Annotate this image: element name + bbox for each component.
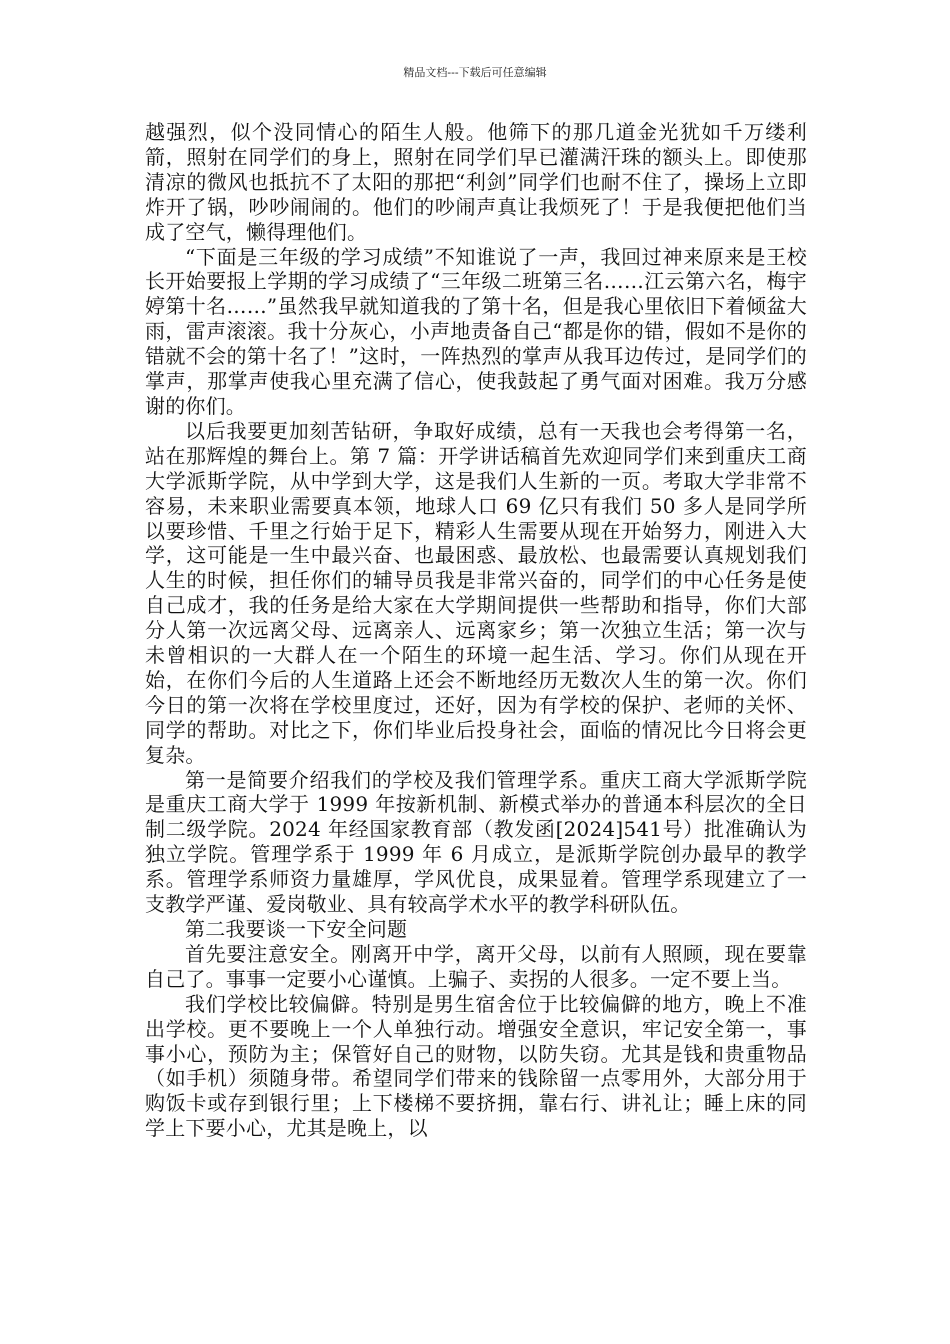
paragraph: “下面是三年级的学习成绩”不知谁说了一声，我回过神来原来是王校长开始要报上学期的学习成绩了“三年级二班第三名……江云第六名，梅宇婷第十名……”虽然我早就知道我的了第十名，但是我心里依旧下着倾盆大雨，雷声滚滚。我十分灰心，小声地责备自己“都是你的错，假如不是你的错就不会的第十名了！”这时，一阵热烈的掌声从我耳边传过，是同学们的掌声，那掌声使我心里充满了信心，使我鼓起了勇气面对困难。我万分感谢的你们。 [145, 244, 807, 418]
paragraph: 首先要注意安全。刚离开中学，离开父母，以前有人照顾，现在要靠自己了。事事一定要小心谨慎。上骗子、卖拐的人很多。一定不要上当。 [145, 941, 807, 991]
paragraph: 我们学校比较偏僻。特别是男生宿舍位于比较偏僻的地方，晚上不准出学校。更不要晚上一个人单独行动。增强安全意识，牢记安全第一，事事小心，预防为主；保管好自己的财物，以防失窃。尤其是钱和贵重物品（如手机）须随身带。希望同学们带来的钱除留一点零用外，大部分用于购饭卡或存到银行里；上下楼梯不要挤拥，靠右行、讲礼让；睡上床的同学上下要小心，尤其是晚上，以 [145, 991, 807, 1141]
page-header: 精品文档---下载后可任意编辑 [403, 66, 547, 79]
document-body [145, 120, 807, 1141]
section-heading: 第二我要谈一下安全问题 [185, 917, 408, 941]
paragraph: 第一是简要介绍我们的学校及我们管理学系。重庆工商大学派斯学院是重庆工商大学于 1999 年按新机制、新模式举办的普通本科层次的全日制二级学院。2024 年经国家教育部（教发函[2024]541号）批准确认为独立学院。管理学系于 1999 年 6 月成立，是派斯学院创办最早的教学系。管理学系师资力量雄厚，学风优良，成果显着。管理学系现建立了一支教学严谨、爱岗敬业、具有较高学术水平的教学科研队伍。 [145, 767, 807, 917]
paragraph: 越强烈，似个没同情心的陌生人般。他筛下的那几道金光犹如千万缕利箭，照射在同学们的身上，照射在同学们早已灌满汗珠的额头上。即使那清凉的微风也抵抗不了太阳的那把“利剑”同学们也耐不住了，操场上立即炸开了锅，吵吵闹闹的。他们的吵闹声真让我烦死了！于是我便把他们当成了空气，懒得理他们。 [145, 120, 807, 244]
paragraph: 以后我要更加刻苦钻研，争取好成绩，总有一天我也会考得第一名，站在那辉煌的舞台上。第 7 篇：开学讲话稿首先欢迎同学们来到重庆工商大学派斯学院，从中学到大学，这是我们人生新的一页。考取大学非常不容易，未来职业需要真本领，地球人口 69 亿只有我们 50 多人是同学所以要珍惜、千里之行始于足下，精彩人生需要从现在开始努力，刚进入大学，这可能是一生中最兴奋、也最困惑、最放松、也最需要认真规划我们人生的时候，担任你们的辅导员我是非常兴奋的，同学们的中心任务是使自己成才，我的任务是给大家在大学期间提供一些帮助和指导，你们大部分人第一次远离父母、远离亲人、远离家乡；第一次独立生活；第一次与未曾相识的一大群人在一个陌生的环境一起生活、学习。你们从现在开始，在你们今后的人生道路上还会不断地经历无数次人生的第一次。你们今日的第一次将在学校里度过，还好，因为有学校的保护、老师的关怀、同学的帮助。对比之下，你们毕业后投身社会，面临的情况比今日将会更复杂。 [145, 418, 807, 767]
